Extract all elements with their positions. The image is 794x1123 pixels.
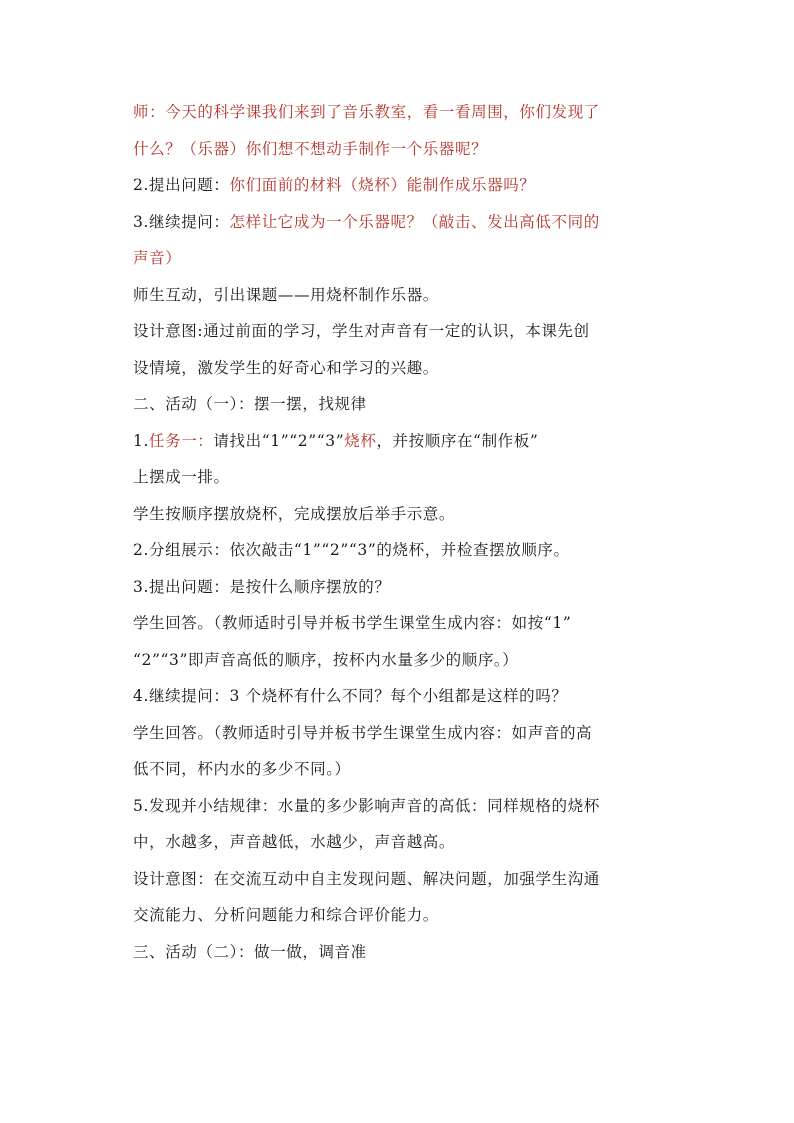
question-label: 2.提出问题： — [133, 176, 230, 194]
student-answer-1-line-2: “2”“3”即声音高低的顺序，按杯内水量多少的顺序。） — [133, 650, 519, 669]
interaction-line: 师生互动，引出课题——用烧杯制作乐器。 — [133, 285, 439, 304]
task-label: 任务一： — [149, 431, 214, 450]
ask-question-line: 3.提出问题：是按什么顺序摆放的？ — [133, 577, 391, 596]
student-answer-1-line-1: 学生回答。（教师适时引导并板书学生课堂生成内容：如按“1” — [133, 614, 572, 632]
task-beaker: 烧杯 — [344, 431, 377, 450]
task-text: 请找出“1”“2”“3” — [213, 431, 345, 450]
design-intent-2-line-2: 交流能力、分析问题能力和综合评价能力。 — [133, 906, 439, 924]
group-display-line: 2.分组展示：依次敲击“1”“2”“3”的烧杯，并检查摆放顺序。 — [133, 541, 570, 559]
summary-rule-line-2: 中，水越多，声音越低，水越少，声音越高。 — [133, 833, 456, 851]
task-line-1 — [133, 423, 673, 460]
section-heading-activity-1: 二、活动（一）：摆一摆，找规律 — [133, 395, 367, 413]
question-line — [133, 167, 673, 204]
design-intent-1-line-1: 设计意图:通过前面的学习，学生对声音有一定的认识，本课先创 — [133, 322, 590, 340]
student-answer-2-line-1: 学生回答。（教师适时引导并板书学生课堂生成内容：如声音的高 — [133, 723, 593, 742]
follow-up-label: 3.继续提问： — [133, 212, 230, 231]
question-text: 你们面前的材料（烧杯）能制作成乐器吗？ — [229, 176, 536, 194]
task-number: 1. — [133, 431, 149, 450]
section-heading-activity-2: 三、活动（二）：做一做，调音准 — [133, 942, 367, 961]
follow-up-text: 怎样让它成为一个乐器呢？（敲击、发出高低不同的 — [229, 212, 600, 231]
follow-up-line-2: 声音） — [133, 249, 182, 267]
design-intent-2-line-1: 设计意图：在交流互动中自主发现问题、解决问题，加强学生沟通 — [133, 869, 600, 888]
lesson-plan-body — [133, 94, 673, 970]
task-text-end: ，并按顺序在“制作板” — [376, 431, 539, 450]
follow-up-line-1 — [133, 204, 673, 241]
student-answer-2-line-2: 低不同，杯内水的多少不同。） — [133, 760, 351, 778]
design-intent-1-line-2: 设情境，激发学生的好奇心和学习的兴趣。 — [133, 358, 439, 377]
summary-rule-line-1: 5.发现并小结规律：水量的多少影响声音的高低：同样规格的烧杯 — [133, 796, 600, 815]
task-line-2: 上摆成一排。 — [133, 468, 230, 486]
continue-question-line: 4.继续提问：3 个烧杯有什么不同？每个小组都是这样的吗？ — [133, 687, 568, 705]
teacher-intro-line-1: 师：今天的科学课我们来到了音乐教室，看一看周围，你们发现了 — [133, 103, 600, 121]
student-action-line: 学生按顺序摆放烧杯，完成摆放后举手示意。 — [133, 504, 456, 523]
teacher-intro-line-2: 什么？（乐器）你们想不想动手制作一个乐器呢？ — [133, 139, 488, 158]
